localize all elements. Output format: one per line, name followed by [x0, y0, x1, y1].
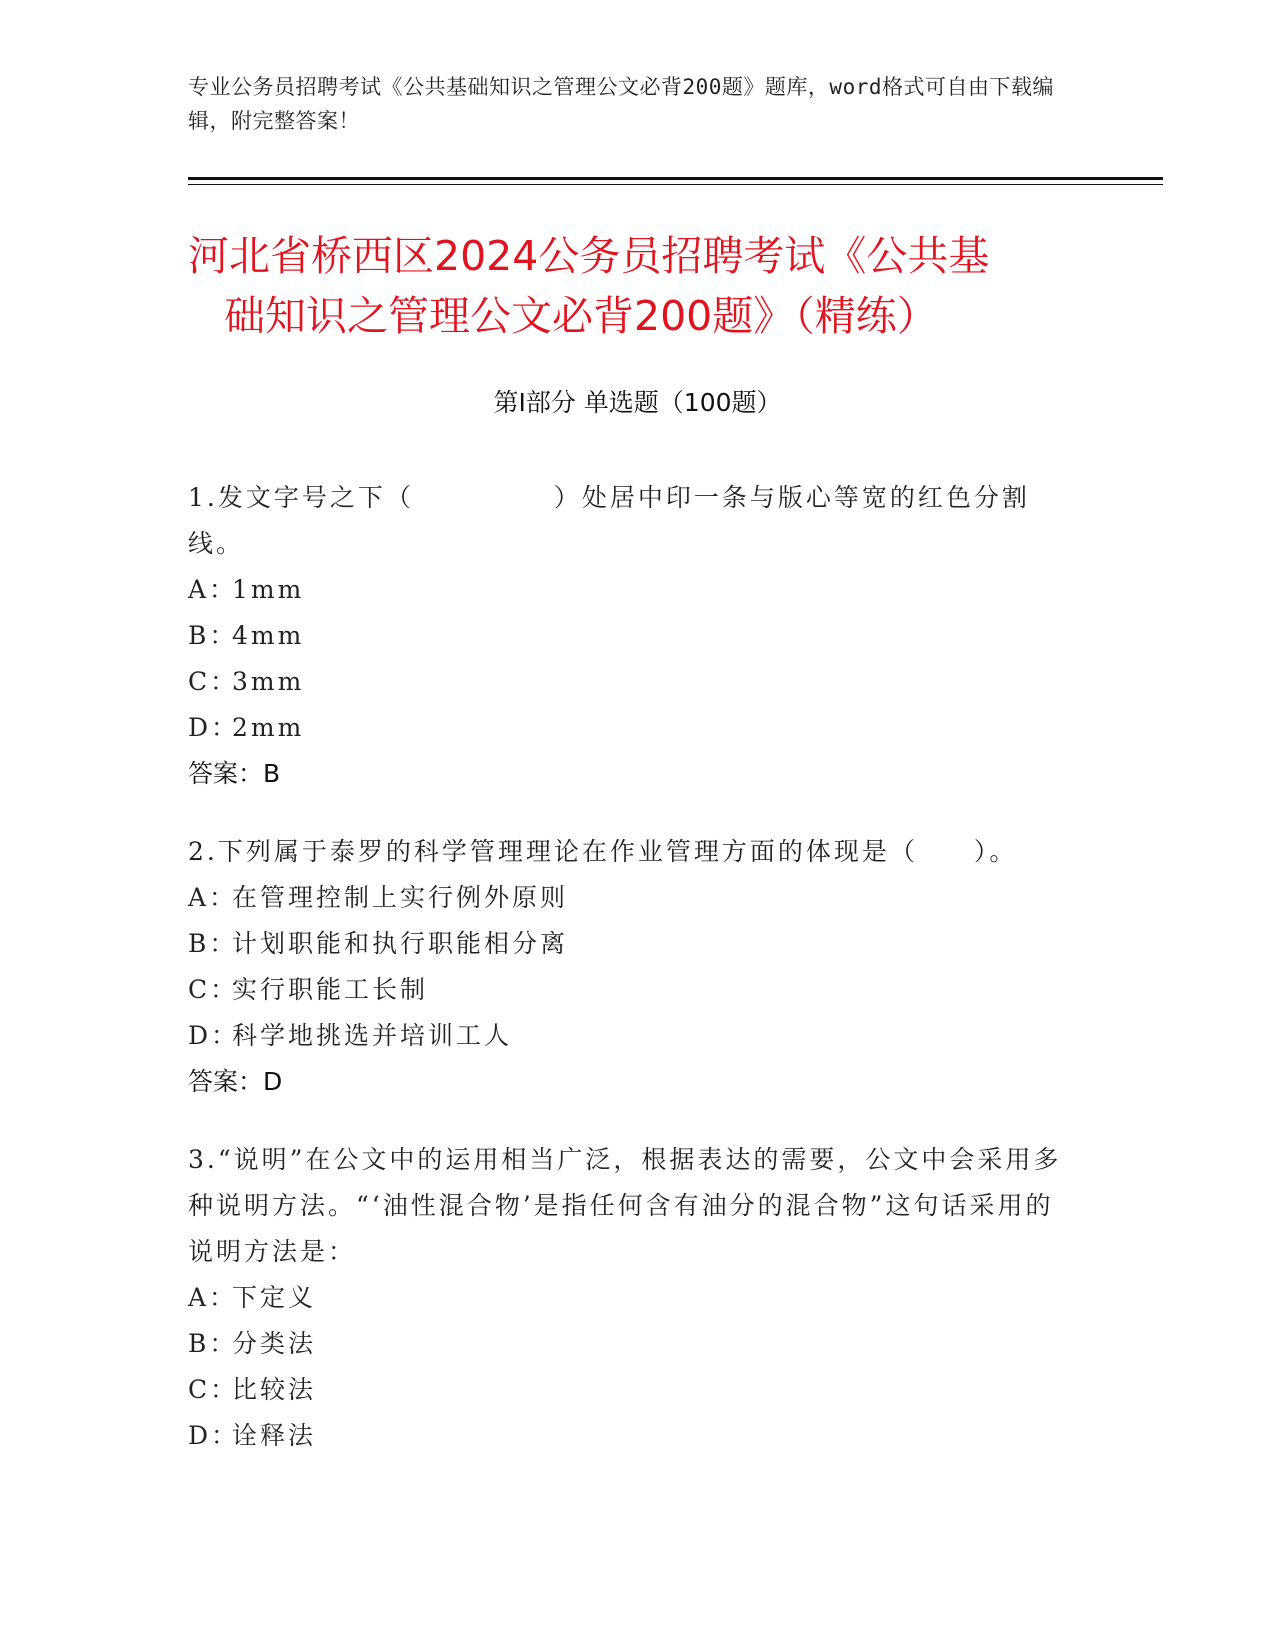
header-note: 专业公务员招聘考试《公共基础知识之管理公文必背200题》题库，word格式可自由下载编辑，附完整答案！	[188, 75, 1054, 133]
option-key: D：	[188, 1421, 240, 1450]
option-text: 下定义	[232, 1283, 317, 1312]
option-key: C：	[188, 1375, 239, 1404]
option-c	[188, 1367, 1068, 1413]
option-d	[188, 1013, 1068, 1059]
section-title: 第Ⅰ部分 单选题（100题）	[493, 388, 782, 417]
document-title-line-2: 础知识之管理公文必背200题》（精练）	[224, 292, 938, 340]
option-text: 实行职能工长制	[232, 975, 429, 1004]
option-text: 1mm	[232, 575, 305, 604]
option-b	[188, 613, 1068, 659]
option-key: D：	[188, 713, 240, 742]
option-key: C：	[188, 975, 239, 1004]
question-2	[188, 829, 1068, 1105]
option-text: 在管理控制上实行例外原则	[232, 883, 569, 912]
question-list	[188, 475, 1068, 1491]
option-text: 比较法	[232, 1375, 317, 1404]
document-title-line-1: 河北省桥西区2024公务员招聘考试《公共基	[188, 232, 990, 280]
option-text: 诠释法	[232, 1421, 317, 1450]
option-key: B：	[188, 1329, 238, 1358]
option-a	[188, 1275, 1068, 1321]
option-b	[188, 1321, 1068, 1367]
question-stem: 1.发文字号之下（ ）处居中印一条与版心等宽的红色分割线。	[188, 483, 1030, 558]
option-text: 4mm	[232, 621, 305, 650]
option-key: D：	[188, 1021, 240, 1050]
option-a	[188, 567, 1068, 613]
option-b	[188, 921, 1068, 967]
option-key: B：	[188, 929, 238, 958]
option-key: A：	[188, 883, 238, 912]
answer-text: 答案：D	[188, 1067, 283, 1096]
question-stem: 3.“说明”在公文中的运用相当广泛，根据表达的需要，公文中会采用多种说明方法。“‘油性混合物’是指任何含有油分的混合物”这句话采用的说明方法是：	[188, 1145, 1062, 1266]
question-3	[188, 1137, 1068, 1459]
question-stem: 2.下列属于泰罗的科学管理理论在作业管理方面的体现是（ ）。	[188, 837, 1018, 866]
option-key: C：	[188, 667, 239, 696]
option-d	[188, 1413, 1068, 1459]
document-title	[188, 226, 1113, 346]
option-text: 计划职能和执行职能相分离	[232, 929, 569, 958]
header-rule-thin	[188, 184, 1163, 185]
option-a	[188, 875, 1068, 921]
option-text: 科学地挑选并培训工人	[232, 1021, 513, 1050]
answer-text: 答案：B	[188, 759, 281, 788]
option-key: A：	[188, 575, 238, 604]
question-1	[188, 475, 1068, 797]
option-text: 3mm	[232, 667, 305, 696]
option-key: A：	[188, 1283, 238, 1312]
option-c	[188, 967, 1068, 1013]
option-text: 2mm	[232, 713, 305, 742]
option-key: B：	[188, 621, 238, 650]
option-c	[188, 659, 1068, 705]
option-d	[188, 705, 1068, 751]
option-text: 分类法	[232, 1329, 317, 1358]
header-rule-thick	[188, 177, 1163, 180]
